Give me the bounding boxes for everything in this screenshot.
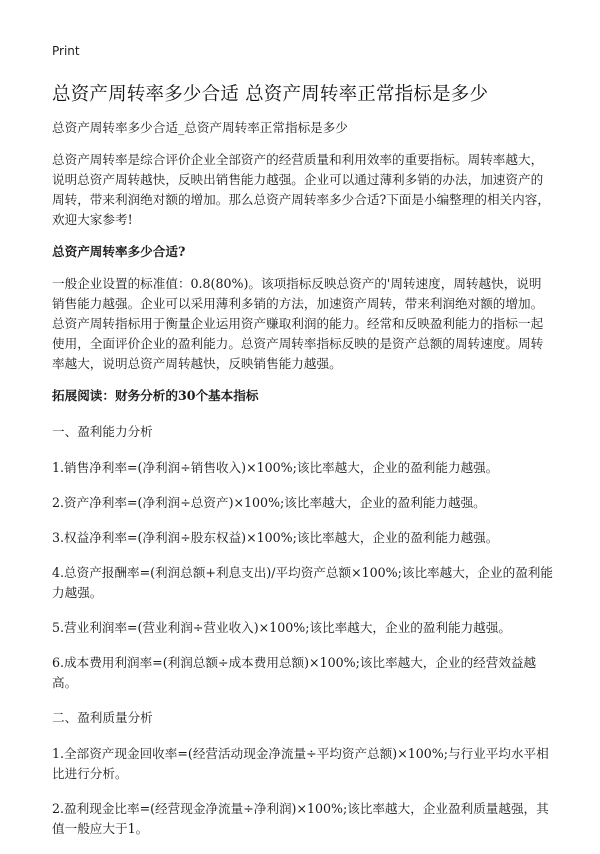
section-heading-turnover: 总资产周转率多少合适? bbox=[52, 244, 186, 259]
page-title: 总资产周转率多少合适 总资产周转率正常指标是多少 bbox=[52, 84, 489, 105]
profitability-item: 2.资产净利率=(净利润÷总资产)×100%;该比率越大，企业的盈利能力越强。 bbox=[52, 495, 486, 510]
turnover-paragraph: 一般企业设置的标准值：0.8(80%)。该项指标反映总资产的'周转速度，周转越快，说明销售能力越强。企业可以采用薄利多销的方法，加速资产周转，带来利润绝对额的增加。总资产周转指标用于衡量企业运用资产赚取利润的能力。经常和反映盈利能力的指标一起使用，全面评价企业的盈利能力。总资产周转率指标反映的是资产总额的周转速度。周转率越大，说明总资产周转越快，反映销售能力越强。 bbox=[52, 276, 544, 371]
article-subtitle: 总资产周转率多少合适_总资产周转率正常指标是多少 bbox=[52, 120, 348, 135]
article-content bbox=[52, 118, 554, 854]
print-link[interactable]: Print bbox=[52, 44, 80, 58]
quality-item: 1.全部资产现金回收率=(经营活动现金净流量÷平均资产总额)×100%;与行业平均水平相比进行分析。 bbox=[52, 746, 549, 781]
profitability-item: 5.营业利润率=(营业利润÷营业收入)×100%;该比率越大，企业的盈利能力越强。 bbox=[52, 620, 511, 635]
extended-reading-heading: 拓展阅读：财务分析的30个基本指标 bbox=[52, 388, 259, 403]
profitability-item: 1.销售净利率=(净利润÷销售收入)×100%;该比率越大，企业的盈利能力越强。 bbox=[52, 460, 499, 475]
intro-paragraph: 总资产周转率是综合评价企业全部资产的经营质量和利用效率的重要指标。周转率越大，说明总资产周转越快，反映出销售能力越强。企业可以通过薄利多销的办法，加速资产的周转，带来利润绝对额的增加。那么总资产周转率多少合适?下面是小编整理的相关内容，欢迎大家参考! bbox=[52, 152, 550, 227]
profitability-heading: 一、盈利能力分析 bbox=[52, 424, 153, 439]
profitability-item: 3.权益净利率=(净利润÷股东权益)×100%;该比率越大，企业的盈利能力越强。 bbox=[52, 530, 499, 545]
profitability-item: 4.总资产报酬率=(利润总额+利息支出)/平均资产总额×100%;该比率越大，企业的盈利能力越强。 bbox=[52, 565, 553, 600]
profitability-item: 6.成本费用利润率=(利润总额÷成本费用总额)×100%;该比率越大，企业的经营效益越高。 bbox=[52, 655, 537, 690]
quality-item: 2.盈利现金比率=(经营现金净流量÷净利润)×100%;该比率越大，企业盈利质量越强，其值一般应大于1。 bbox=[52, 801, 549, 836]
quality-heading: 二、盈利质量分析 bbox=[52, 710, 153, 725]
